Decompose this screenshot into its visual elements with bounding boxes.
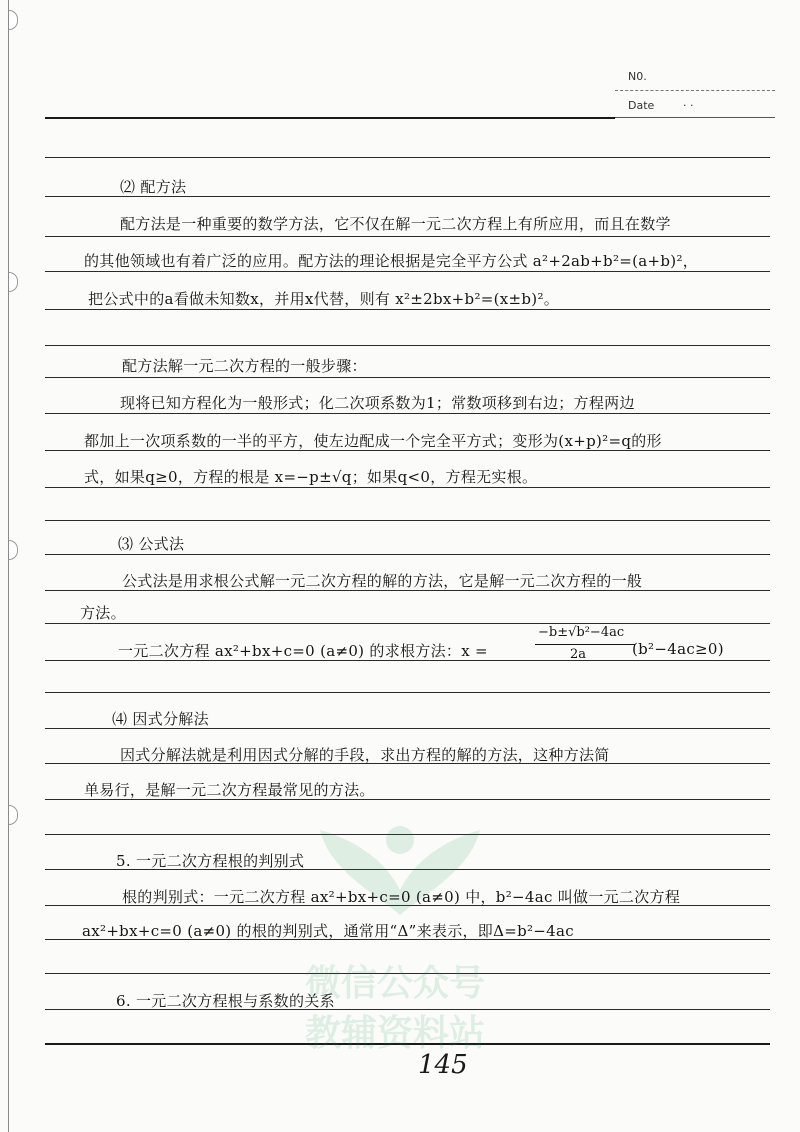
notebook-rule [45,117,615,119]
text-line: 配方法解一元二次方程的一般步骤： [122,357,367,375]
notebook-rule [45,487,770,488]
formula-denominator: 2a [570,647,587,662]
notebook-rule [45,692,770,693]
text-line: 配方法是一种重要的数学方法，它不仅在解一元二次方程上有所应用，而且在数学 [120,215,671,233]
text-line: 单易行，是解一元二次方程最常见的方法。 [84,781,375,799]
heading-completing-square: ⑵ 配方法 [120,178,187,196]
heading-formula-method: ⑶ 公式法 [118,535,185,553]
text-line: ax²+bx+c=0 (a≠0) 的根的判别式，通常用“Δ”来表示，即Δ=b²−4ac [82,922,574,940]
heading-discriminant: 5. 一元二次方程根的判别式 [116,852,305,870]
notebook-rule [45,271,770,272]
punch-hole [9,805,18,825]
formula-numerator: −b±√b²−4ac [538,625,625,640]
text-line: 式，如果q≥0，方程的根是 x=−p±√q；如果q<0，方程无实根。 [84,468,538,486]
formula-fraction-bar [535,644,635,645]
punch-hole [9,540,18,560]
watermark-text-1: 微信公众号 [305,963,486,1004]
text-line: 根的判别式：一元二次方程 ax²+bx+c=0 (a≠0) 中，b²−4ac 叫做一元二次方程 [122,888,681,906]
page-number: 145 [418,1050,468,1080]
notebook-rule [45,157,770,158]
notebook-rule [45,345,770,346]
punch-hole [9,272,18,292]
notebook-rule [45,554,770,555]
page-edge [8,0,9,1132]
text-line: 把公式中的a看做未知数x，并用x代替，则有 x²±2bx+b²=(x±b)²。 [88,290,560,308]
date-dots: · · [683,99,694,112]
notebook-rule [45,236,770,237]
date-label: Date [628,99,655,112]
text-line: 一元二次方程 ax²+bx+c=0 (a≠0) 的求根方法：x = [118,642,488,660]
text-line: 方法。 [80,604,126,622]
no-label: N0. [628,70,647,83]
notebook-rule [45,309,770,310]
date-underline [615,117,775,118]
notebook-rule [45,520,770,521]
formula-condition: (b²−4ac≥0) [632,640,724,658]
punch-hole [9,10,18,30]
watermark-text-2: 教辅资料站 [305,1013,486,1054]
no-underline [615,90,775,91]
heading-roots-coefficients: 6. 一元二次方程根与系数的关系 [116,992,335,1010]
text-line: 公式法是用求根公式解一元二次方程的解的方法，它是解一元二次方程的一般 [122,572,643,590]
text-line: 现将已知方程化为一般形式；化二次项系数为1；常数项移到右边；方程两边 [120,394,635,412]
notebook-rule [45,413,770,414]
text-line: 都加上一次项系数的一半的平方，使左边配成一个完全平方式；变形为(x+p)²=q的形 [84,432,662,450]
text-line: 的其他领域也有着广泛的应用。配方法的理论根据是完全平方公式 a²+2ab+b²=(a+b)²， [84,252,699,270]
text-line: 因式分解法就是利用因式分解的手段，求出方程的解的方法，这种方法简 [120,746,610,764]
heading-factoring: ⑷ 因式分解法 [112,710,209,728]
notebook-rule [45,623,770,624]
notebook-rule [45,377,770,378]
